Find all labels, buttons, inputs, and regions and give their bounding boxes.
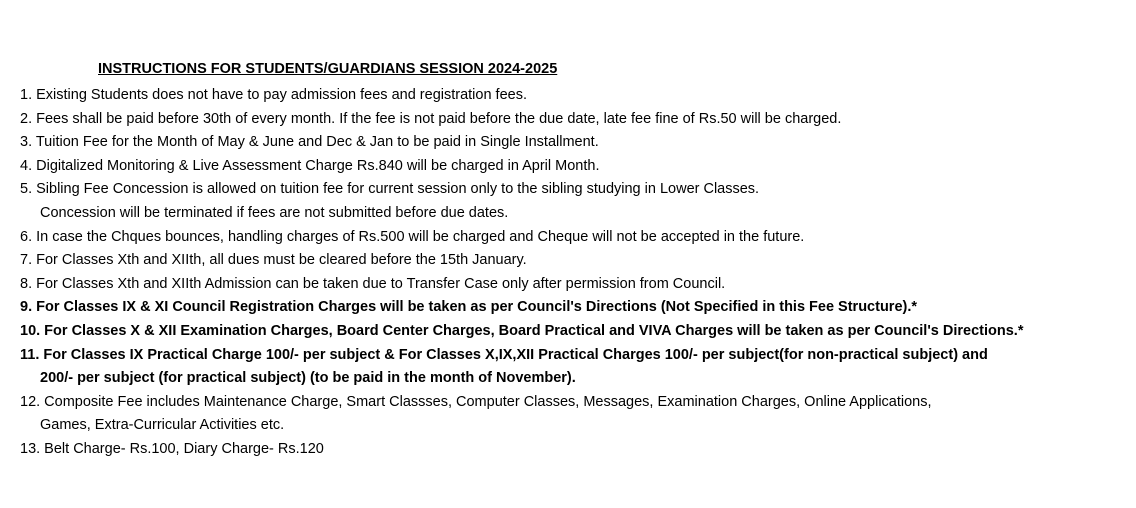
- instruction-8: 8. For Classes Xth and XIIth Admission can be taken due to Transfer Case only after permission from Council.: [20, 276, 726, 292]
- instruction-6: 6. In case the Chques bounces, handling charges of Rs.500 will be charged and Cheque will not be accepted in the future.: [20, 229, 805, 245]
- instruction-4: 4. Digitalized Monitoring & Live Assessment Charge Rs.840 will be charged in April Month.: [20, 158, 600, 174]
- instruction-3: 3. Tuition Fee for the Month of May & June and Dec & Jan to be paid in Single Installment.: [20, 134, 599, 150]
- instruction-12-continuation: Games, Extra-Curricular Activities etc.: [40, 417, 285, 433]
- instruction-5-continuation: Concession will be terminated if fees are not submitted before due dates.: [40, 205, 509, 221]
- instruction-13: 13. Belt Charge- Rs.100, Diary Charge- Rs.120: [20, 441, 324, 457]
- instruction-5: 5. Sibling Fee Concession is allowed on tuition fee for current session only to the sibling studying in Lower Classes.: [20, 181, 760, 197]
- instruction-11-continuation: 200/- per subject (for practical subject) (to be paid in the month of November).: [40, 370, 576, 386]
- instruction-2: 2. Fees shall be paid before 30th of every month. If the fee is not paid before the due date, late fee fine of Rs.50 will be charged.: [20, 111, 842, 127]
- instruction-12: 12. Composite Fee includes Maintenance Charge, Smart Classses, Computer Classes, Messages, Examination Charges, Online Applications,: [20, 394, 932, 410]
- instruction-10: 10. For Classes X & XII Examination Charges, Board Center Charges, Board Practical and VIVA Charges will be taken as per Council's Directions.*: [20, 323, 1024, 339]
- instruction-7: 7. For Classes Xth and XIIth, all dues must be cleared before the 15th January.: [20, 252, 527, 268]
- instruction-1: 1. Existing Students does not have to pay admission fees and registration fees.: [20, 87, 527, 103]
- instruction-9: 9. For Classes IX & XI Council Registration Charges will be taken as per Council's Directions (Not Specified in this Fee Structure).*: [20, 299, 918, 315]
- document-title: INSTRUCTIONS FOR STUDENTS/GUARDIANS SESSION 2024-2025: [98, 61, 558, 77]
- instruction-11: 11. For Classes IX Practical Charge 100/- per subject & For Classes X,IX,XII Practical Charges 100/- per subject(for non-practical subject) and: [20, 347, 988, 363]
